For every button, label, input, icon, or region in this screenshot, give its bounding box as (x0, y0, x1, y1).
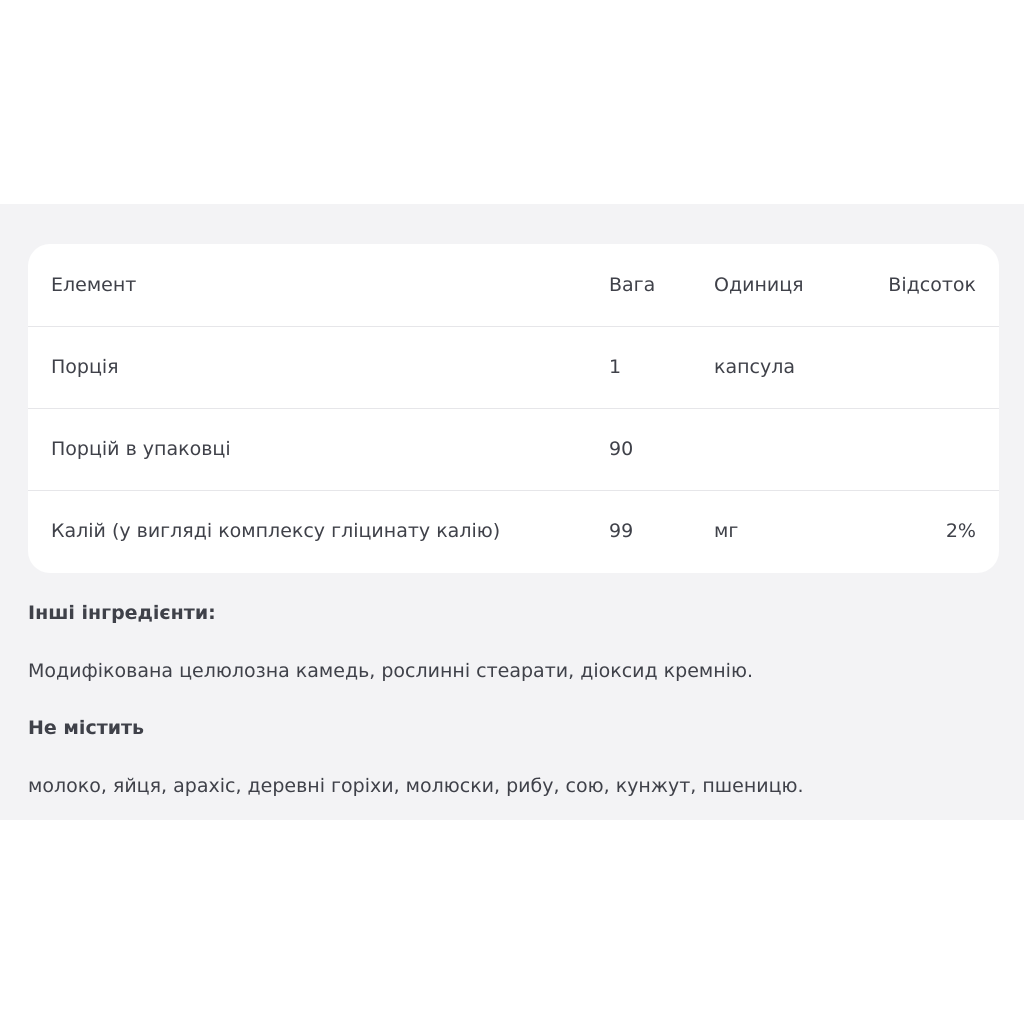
other-ingredients-title: Інші інгредієнти: (28, 602, 216, 624)
table-header-row (28, 244, 999, 327)
header-weight: Вага (609, 274, 656, 296)
row-element: Калій (у вигляді комплексу гліцинату калію) (51, 520, 501, 542)
row-element: Порцій в упаковці (51, 438, 231, 460)
row-unit: мг (714, 520, 739, 542)
row-element: Порція (51, 356, 119, 378)
nutrition-table (28, 244, 999, 573)
table-row (28, 490, 999, 572)
row-weight: 99 (609, 520, 634, 542)
row-unit: капсула (714, 356, 796, 378)
product-info-panel (0, 204, 1024, 820)
free-from-text: молоко, яйця, арахіс, деревні горіхи, молюски, рибу, сою, кунжут, пшеницю. (28, 775, 804, 797)
row-weight: 1 (609, 356, 622, 378)
table-row (28, 408, 999, 491)
free-from-title: Не містить (28, 717, 145, 739)
other-ingredients-text: Модифікована целюлозна камедь, рослинні стеарати, діоксид кремнію. (28, 660, 753, 682)
header-element: Елемент (51, 274, 137, 296)
row-weight: 90 (609, 438, 634, 460)
row-percent: 2% (945, 520, 976, 542)
header-percent: Відсоток (888, 274, 976, 296)
header-unit: Одиниця (714, 274, 804, 296)
table-row (28, 326, 999, 409)
